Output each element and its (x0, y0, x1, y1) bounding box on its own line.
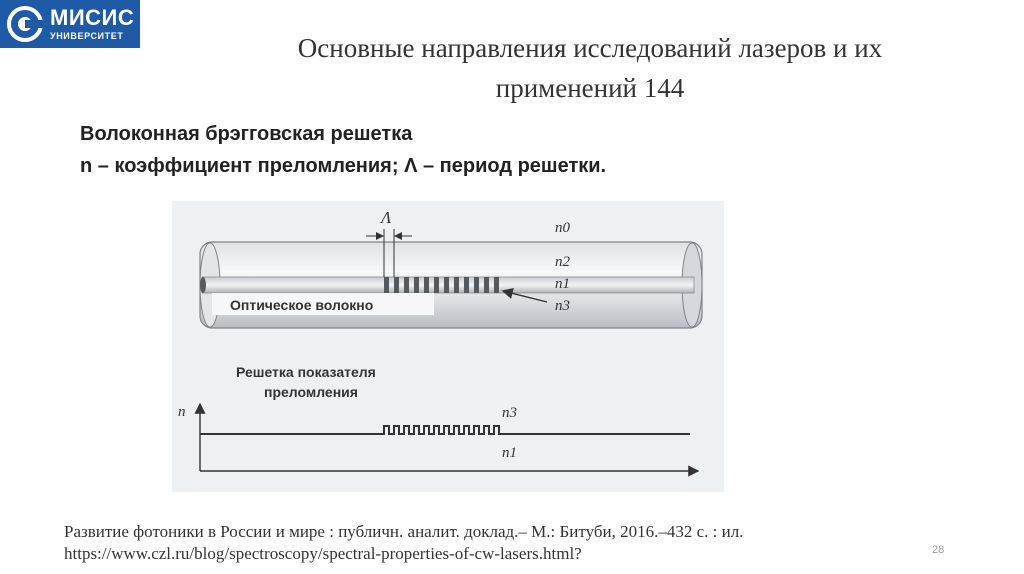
fiber-label: Оптическое волокно (230, 297, 374, 313)
label-n1: n1 (555, 276, 570, 292)
slide-title-line1: Основные направления исследований лазеров и их (297, 33, 883, 63)
university-logo (0, 0, 140, 48)
axis-n-label: n (178, 404, 186, 420)
page-number: 28 (932, 544, 945, 556)
profile-label-n3: n3 (502, 405, 517, 421)
slide-title-line2: применений 144 (495, 73, 685, 103)
slide-subtitle (80, 118, 606, 182)
index-profile-line (200, 426, 690, 434)
profile-label-line1: Решетка показателя (236, 364, 376, 380)
label-n2: n2 (555, 254, 570, 270)
label-n0: n0 (555, 220, 570, 236)
source-line1: Развитие фотоники в России и мире : публичн. аналит. доклад.– М.: Битуби, 2016.–432 с. : ил. (64, 522, 744, 541)
logo-name: МИСИС (50, 5, 135, 30)
logo-emblem-icon (6, 5, 44, 43)
slide-title (200, 28, 980, 108)
bragg-grating-figure (172, 201, 724, 492)
subtitle-line2: n – коэффициент преломления; Λ – период решетки. (80, 155, 607, 177)
profile-label-line2: преломления (264, 384, 358, 400)
label-n3: n3 (555, 298, 570, 314)
source-citation (64, 521, 743, 565)
bragg-grating-diagram (172, 201, 724, 492)
period-label: Λ (381, 208, 392, 227)
profile-axes (178, 404, 698, 471)
source-link[interactable]: https://www.czl.ru/blog/spectroscopy/spectral-properties-of-cw-lasers.html? (64, 544, 582, 563)
profile-label-n1: n1 (502, 445, 517, 461)
logo-subtitle: УНИВЕРСИТЕТ (50, 31, 124, 41)
subtitle-line1: Волоконная брэгговская решетка (80, 123, 413, 145)
